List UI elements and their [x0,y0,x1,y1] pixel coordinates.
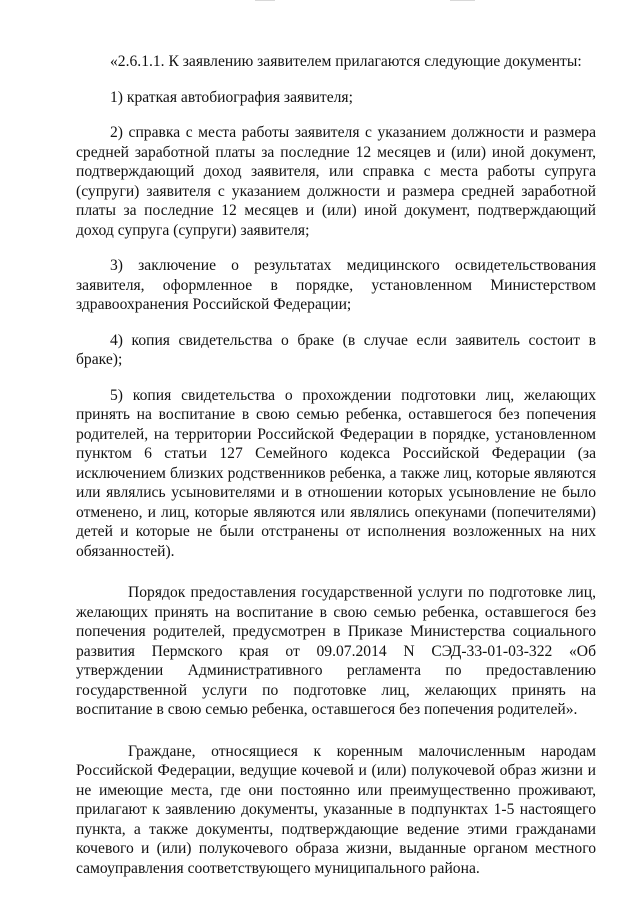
scan-artifact [255,0,275,1]
paragraph-item-2: 2) справка с места работы заявителя с указанием должности и размера средней заработной платы за последние 12 месяцев и (или) иной документ, подтверждающий доход заявителя, или справка с места работы супруга (супруги) заявителя с указанием должности и размера средней заработной платы за последние 12 месяцев и (или) иной документ, подтверждающий доход супруга (супруги) заявителя; [76,124,596,239]
paragraph-indigenous: Граждане, относящиеся к коренным малочисленным народам Российской Федерации, ведущие кочевой и (или) полукочевой образ жизни и не имеющие места, где они постоянно или преимущественно проживают, прилагают к заявлению документы, указанные в подпунктах 1-5 настоящего пункта, а также документы, подтверждающие ведение этими гражданами кочевого и (или) полукочевого образа жизни, выданные органом местного самоуправления соответствующего муниципального района. [76,742,596,877]
scan-artifact [450,0,475,1]
paragraph-item-3: 3) заключение о результатах медицинского освидетельствования заявителя, оформленное в порядке, установленном Министерством здравоохранения Российской Федерации; [76,257,596,313]
paragraph-item-5: 5) копия свидетельства о прохождении подготовки лиц, желающих принять на воспитание в свою семью ребенка, оставшегося без попечения родителей, на территории Российской Федерации в порядке, установленном пунктом 6 статьи 127 Семейного кодекса Российской Федерации (за исключением близких родственников ребенка, а также лиц, которые являются или являлись усыновителями и в отношении которых усыновление не было отменено, и лиц, которые являются или являлись опекунами (попечителями) детей и которые не были отстранены от исполнения возложенных на них обязанностей). [76,386,596,560]
paragraph-procedure: Порядок предоставления государственной услуги по подготовке лиц, желающих принять на воспитание в свою семью ребенка, оставшегося без попечения родителей, предусмотрен в Приказе Министерства социального развития Пермского края от 09.07.2014 N СЭД-33-01-03-322 «Об утверждении Административного регламента по предоставлению государственной услуги по подготовке лиц, желающих принять на воспитание в свою семью ребенка, оставшегося без попечения родителей». [76,584,596,718]
paragraph-intro: «2.6.1.1. К заявлению заявителем прилагаются следующие документы: [110,53,582,70]
document-body [76,52,596,878]
paragraph-item-4: 4) копия свидетельства о браке (в случае если заявитель состоит в браке); [76,331,596,368]
paragraph-item-1: 1) краткая автобиография заявителя; [110,88,353,106]
